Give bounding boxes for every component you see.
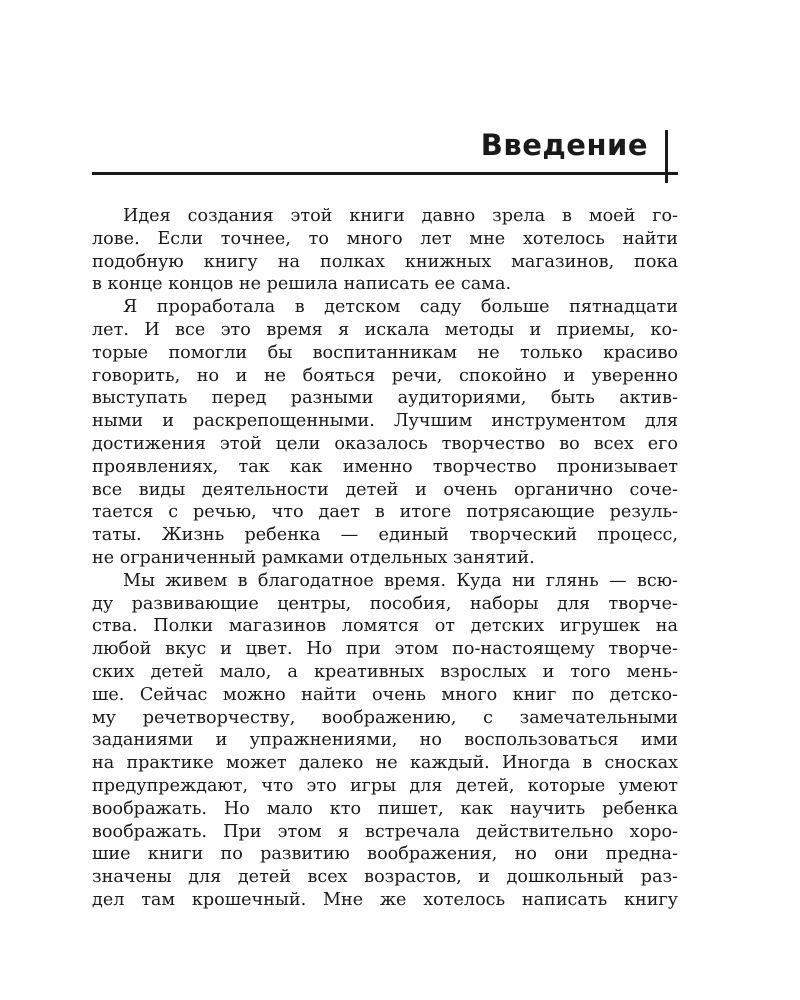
text-line: таты. Жизнь ребенка — единый творческий процесс, bbox=[92, 525, 678, 546]
chapter-title: Введение bbox=[480, 128, 648, 162]
text-line: тается с речью, что дает в итоге потрясающие резуль- bbox=[92, 502, 678, 523]
text-line: проявлениях, так как именно творчество пронизывает bbox=[92, 456, 678, 477]
title-vertical-rule bbox=[665, 130, 668, 183]
text-line: подобную книгу на полках книжных магазинов, пока bbox=[92, 251, 678, 272]
text-line: лет. И все это время я искала методы и приемы, ко- bbox=[92, 319, 678, 340]
text-line: лове. Если точнее, то много лет мне хотелось найти bbox=[92, 228, 678, 249]
text-line: торые помогли бы воспитанникам не только красиво bbox=[92, 342, 678, 363]
text-line: все виды деятельности детей и очень органично соче- bbox=[92, 479, 678, 500]
text-line: воображать. Но мало кто пишет, как научить ребенка bbox=[92, 798, 678, 819]
text-line: ными и раскрепощенными. Лучшим инструментом для bbox=[92, 411, 678, 432]
text-line: на практике может далеко не каждый. Иногда в сносках bbox=[92, 753, 678, 774]
text-line: ских детей мало, а креативных взрослых и того мень- bbox=[92, 661, 678, 682]
text-line: ду развивающие центры, пособия, наборы для творче- bbox=[92, 593, 678, 614]
text-line: шие книги по развитию воображения, но они предна- bbox=[92, 844, 678, 865]
text-line: любой вкус и цвет. Но при этом по-настоящему творче- bbox=[92, 639, 678, 660]
text-line: говорить, но и не бояться речи, спокойно и уверенно bbox=[92, 365, 678, 386]
text-line: предупреждают, что это игры для детей, которые умеют bbox=[92, 775, 678, 796]
text-line: Я проработала в детском саду больше пятнадцати bbox=[123, 297, 678, 318]
text-line: Идея создания этой книги давно зрела в моей го- bbox=[123, 206, 678, 226]
text-line: достижения этой цели оказалось творчество во всех его bbox=[92, 433, 678, 454]
body-text bbox=[92, 205, 678, 912]
text-line: му речетворчеству, воображению, с замечательными bbox=[92, 707, 678, 728]
text-line: ства. Полки магазинов ломятся от детских игрушек на bbox=[92, 616, 678, 637]
title-underline bbox=[92, 172, 678, 175]
text-line: значены для детей всех возрастов, и дошкольный раз- bbox=[92, 867, 678, 888]
text-line: Мы живем в благодатное время. Куда ни глянь — всю- bbox=[123, 570, 678, 591]
text-line: дел там крошечный. Мне же хотелось написать книгу bbox=[92, 889, 678, 910]
text-line: заданиями и упражнениями, но воспользоваться ими bbox=[92, 730, 678, 751]
text-line: в конце концов не решила написать ее сама. bbox=[92, 274, 512, 295]
text-line: выступать перед разными аудиториями, быть актив- bbox=[92, 388, 678, 409]
text-line: воображать. При этом я встречала действительно хоро- bbox=[92, 821, 678, 842]
text-line: не ограниченный рамками отдельных занятий. bbox=[92, 547, 535, 568]
text-line: ше. Сейчас можно найти очень много книг по детско- bbox=[92, 684, 678, 705]
